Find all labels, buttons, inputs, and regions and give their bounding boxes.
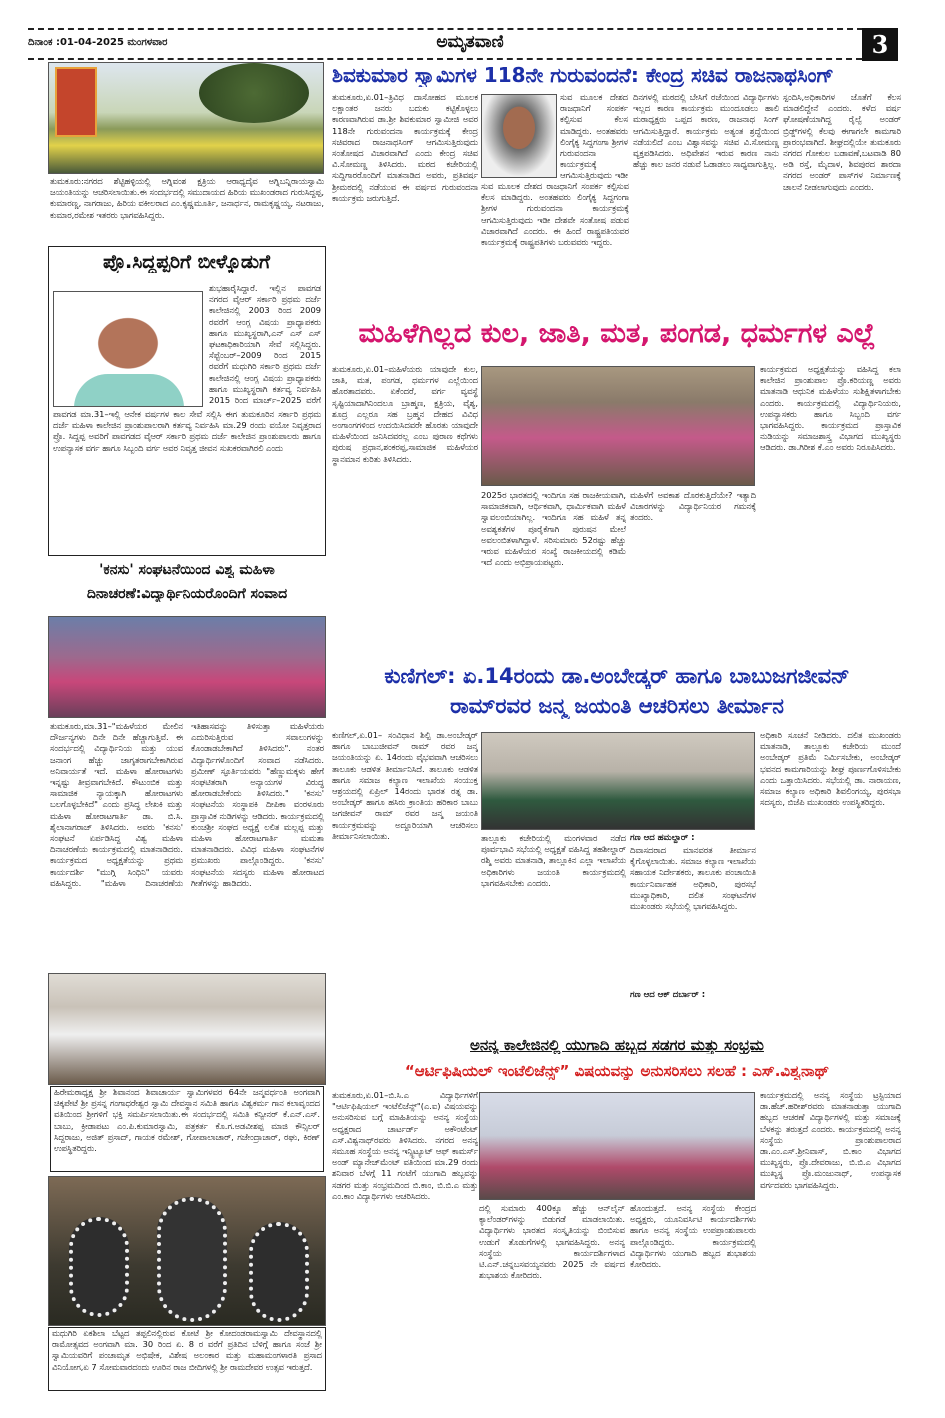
tree-image [199,63,309,123]
article-kunigal-headline-1: ಕುಣಿಗಲ್: ಏ.14ರಂದು ಡಾ.ಅಂಬೇಡ್ಕರ್ ಹಾಗೂ ಬಾಬುಜಗಜೀವನ್ [384,664,850,688]
photo-kunigal-meeting [481,732,755,830]
header-rule-bottom [28,58,862,60]
issue-date: ದಿನಾಂಕ :01-04-2025 ಮಂಗಳವಾರ [28,37,168,48]
article-rajnath-headline: ಶಿವಕುಮಾರ ಸ್ವಾಮಿಗಳ 118ನೇ ಗುರುವಂದನೆ: ಕೇಂದ್ರ ಸಚಿವ ರಾಜನಾಥಸಿಂಗ್ [332,63,834,87]
article-kunigal-subhead-2: ಗಣ ಆದ ಆಕ್ ದರ್ಬಾರ್ : [630,990,706,1000]
article-women-col1: ತುಮಕೂರು,ಏ.01–ಮಹಿಳೆಯರು ಯಾವುದೇ ಕುಲ, ಜಾತಿ, ಮತ, ಪಂಗಡ, ಧರ್ಮಗಳ ಎಲ್ಲೆಯಿಂದ ಹೊರತಾದವರು. ಏಕೆಂದರೆ, ವರ್ಗ ವ್ಯವಸ್ಥೆ ಸೃಷ್ಟಿಯಾದಾಗಿನಿಂದಲೂ ಬ್ರಾಹ್ಮಣ, ಕ್ಷತ್ರಿಯ, ವೈಶ್ಯ, ಶೂದ್ರ ಎಲ್ಲರೂ ಸಹ ಬ್ರಹ್ಮನ ದೇಹದ ವಿವಿಧ ಅಂಗಾಂಗಗಳಿಂದ ಉದಯಿಸಿದವರೇ ಹೊರತು ಯಾವುದೇ ಮಹಿಳೆಯಿಂದ ಜನಿಸಿದವರಲ್ಲ ಎಂಬ ಪುರಾಣ ಕಥೆಗಳು ಪುರುಷ ಪ್ರಧಾನ,ಶಂಕರಪ್ಪ,ಸಾಮಾಜಿಕ ಮಹಿಳೆಯರ ಸ್ಥಾನಮಾನ ಕುರಿತು ತಿಳಿಸಿದರು. [332,364,478,464]
siddappa-body: ಶುಭಹಾರೈಸಿದ್ದಾರೆ. ಇಲ್ಲಿನ ಪಾವಗಡ ನಗರದ ವೈಆರ್ ಸರ್ಕಾರಿ ಪ್ರಥಮ ದರ್ಜೆ ಕಾಲೇಜಿನಲ್ಲಿ 2003 ರಿಂದ 2009 ರವರೆಗೆ ಆಂಗ್ಲ ವಿಷಯ ಪ್ರಾಧ್ಯಾಪಕರು ಹಾಗೂ ಮುಖ್ಯಸ್ಥರಾಗಿ,ಎನ್ ಎಸ್ ಎಸ್ ಘಟಕಾಧಿಕಾರಿಯಾಗಿ ಸೇವೆ ಸಲ್ಲಿಸಿದ್ದರು. ಸೆಪ್ಟೆಂಬರ್–2009 ರಿಂದ 2015 ರವರೆಗೆ ಮಧುಗಿರಿ ಸರ್ಕಾರಿ ಪ್ರಥಮ ದರ್ಜೆ ಕಾಲೇಜಿನಲ್ಲಿ ಆಂಗ್ಲ ವಿಷಯ ಪ್ರಾಧ್ಯಾಪಕರು ಹಾಗೂ ಮುಖ್ಯಸ್ಥರಾಗಿ ಕರ್ತವ್ಯ ನಿರ್ವಹಿಸಿ 2015 ರಿಂದ ಮಾರ್ಚ್–2025 ವರೆಗೆ [209,283,321,406]
article-women-col4: ಕಾರ್ಯಕ್ರಮದ ಅಧ್ಯಕ್ಷತೆಯನ್ನು ವಹಿಸಿದ್ದ ಕಲಾ ಕಾಲೇಜಿನ ಪ್ರಾಂಶುಪಾಲ ಪ್ರೊ.ಕರಿಯಣ್ಣ ಅವರು ಮಾತನಾಡಿ ಆಧುನಿಕ ಮಹಿಳೆಯು ಸುಶಿಕ್ಷಿತಳಾಗಬೇಕು ಎಂದರು. ಕಾರ್ಯಕ್ರಮದಲ್ಲಿ ವಿದ್ಯಾರ್ಥಿನಿಯರು, ಉಪನ್ಯಾಸಕರು ಹಾಗೂ ಸಿಬ್ಬಂದಿ ವರ್ಗ ಭಾಗವಹಿಸಿದ್ದರು. ಕಾರ್ಯಕ್ರಮದ ಪ್ರಾಸ್ತಾವಿಕ ನುಡಿಯನ್ನು ಸಮಾಜಶಾಸ್ತ್ರ ವಿಭಾಗದ ಮುಖ್ಯಸ್ಥರು ಆಡಿದರು. ಡಾ.ಗಿರೀಶ ಕೆ.ಎಂ ಅವರು ನಿರೂಪಿಸಿದರು. [760,364,901,453]
photo-caption-temple: ಮಧುಗಿರಿ ಏಕಶಿಲಾ ಬೆಟ್ಟದ ತಪ್ಪಲಿನಲ್ಲಿರುವ ಕೋಟೆ ಶ್ರೀ ಕೋದಂಡರಾಮಸ್ವಾಮಿ ದೇವಸ್ಥಾನದಲ್ಲಿ ರಾಮೋತ್ಸವದ ಅಂಗವಾಗಿ ಮಾ. 30 ರಿಂದ ಏ. 8 ರ ವರೆಗೆ ಪ್ರತಿದಿನ ಬೆಳಿಗ್ಗೆ ಹಾಗೂ ಸಂಜೆ ಶ್ರೀ ಸ್ವಾಮಿಯವರಿಗೆ ಪಂಚಾಮೃತ ಅಭಿಷೇಕ, ವಿಶೇಷ ಅಲಂಕಾರ ಮತ್ತು ಮಹಾಮಂಗಳಾರತಿ ಪ್ರಸಾದ ವಿನಿಯೋಗ,ಏ 7 ಸೋಮವಾರದಂದು ಊರಿನ ರಾಜ ಬೀದಿಗಳಲ್ಲಿ ಶ್ರೀ ರಾಮದೇವರ ಉತ್ಸವ ಇರುತ್ತದೆ. [48,1327,326,1391]
article-women-col2: 2025ರ ಭಾರತದಲ್ಲಿ ಇಂದಿಗೂ ಸಹ ರಾಜಕೀಯವಾಗಿ, ಸಾಮಾಜಿಕವಾಗಿ, ಆರ್ಥಿಕವಾಗಿ, ಧಾರ್ಮಿಕವಾಗಿ ಮಹಿಳೆ ಸ್ವಾವಲಂಬಿಯಾಗಿಲ್ಲ. ಇಂದಿಗೂ ಸಹ ಮಹಿಳೆ ತನ್ನ ಅವಶ್ಯಕತೆಗಳ ಪೂರೈಕೆಗಾಗಿ ಪುರುಷನ ಮೇಲೆ ಅವಲಂಬಿತಳಾಗಿದ್ದಾಳೆ. ಸರಿಸುಮಾರು 52ರಷ್ಟು ಹೆಚ್ಚು ಇರುವ ಮಹಿಳೆಯರ ಸಂಖ್ಯೆ ರಾಜಕೀಯದಲ್ಲಿ ಕಡಿಮೆ ಇದೆ ಎಂದು ಅಭಿಪ್ರಾಯಪಟ್ಟರು. [481,490,626,568]
article-women-col3: ಮಹಿಳೆಗೆ ಅವಕಾಶ ದೊರಕುತ್ತಿದೆಯೇ? ಇತ್ಯಾದಿ ವಿಚಾರಗಳನ್ನು ವಿದ್ಯಾರ್ಥಿನಿಯರ ಗಮನಕ್ಕೆ ತಂದರು. [630,490,756,523]
masthead: ಅಮೃತವಾಣಿ [436,32,504,52]
siddappa-body-lower: ಪಾವಗಡ ಮಾ.31–ಇಲ್ಲಿ ಆನೇಕ ವರ್ಷಗಳ ಕಾಲ ಸೇವೆ ಸಲ್ಲಿಸಿ ಈಗ ತುಮಕೂರಿನ ಸರ್ಕಾರಿ ಪ್ರಥಮ ದರ್ಜೆ ಮಹಿಳಾ ಕಾಲೇಜಿನ ಪ್ರಾಂಶುಪಾಲರಾಗಿ ಕರ್ತವ್ಯ ನಿರ್ವಹಿಸಿ ಮಾ.29 ರಂದು ವಯೋ ನಿವೃತ್ತರಾದ ಪ್ರೊ. ಸಿದ್ದಪ್ಪ ಅವರಿಗೆ ಪಾವಗಡದ ವೈಆರ್ ಸರ್ಕಾರಿ ಪ್ರಥಮ ದರ್ಜೆ ಕಾಲೇಜಿನ ಪ್ರಾಂಶುಪಾಲರು ಹಾಗೂ ಉಪನ್ಯಾಸಕ ವರ್ಗ ಹಾಗೂ ಸಿಬ್ಬಂದಿ ವರ್ಗ ಅವರ ನಿವೃತ್ತ ಜೀವನ ಸುಖಕರವಾಗಿರಲಿ ಎಂದು [53,409,321,453]
photo-swamiji-felicitation [48,973,326,1085]
shirt-image [74,374,184,407]
deity-image [249,1222,309,1322]
article-ai-col3: ಹೊಂದುತ್ತದೆ. ಅನನ್ಯ ಸಂಸ್ಥೆಯ ಕೇಂದ್ರದ ಅಧ್ಯಕ್ಷರು, ಯೂನಿವರ್ಸಿಟಿ ಕಾರ್ಯದರ್ಶಿಗಳು ಹಾಗೂ ಅನನ್ಯ ಸಂಸ್ಥೆಯ ಉಪಪ್ರಾಂಶುಪಾಲರು ಪಾಲ್ಗೊಂಡಿದ್ದರು. ಕಾರ್ಯಕ್ರಮದಲ್ಲಿ ವಿದ್ಯಾರ್ಥಿಗಳು ಯುಗಾದಿ ಹಬ್ಬದ ಶುಭಾಶಯ ಕೋರಿದರು. [630,1203,756,1270]
article-kunigal-subhead-1: ಗಣ ಆದ ಹಮಲ್ದಾರ್ : [630,833,695,843]
siddappa-headline: ಪ್ರೊ.ಸಿದ್ದಪ್ಪರಿಗೆ ಬೀಳ್ಕೊಡುಗೆ [102,251,271,273]
article-kunigal-col4: ಅಧಿಕಾರಿ ಸೂಚನೆ ನೀಡಿದರು. ದಲಿತ ಮುಖಂಡರು ಮಾತನಾಡಿ, ತಾಲ್ಲೂಕು ಕಚೇರಿಯ ಮುಂದೆ ಅಂಬೇಡ್ಕರ್ ಪ್ರತಿಮೆ ನಿರ್ಮಿಸಬೇಕು, ಅಂಬೇಡ್ಕರ್ ಭವನದ ಕಾಮಗಾರಿಯನ್ನು ಶೀಘ್ರ ಪೂರ್ಣಗೊಳಿಸಬೇಕು ಎಂದು ಒತ್ತಾಯಿಸಿದರು. ಸಭೆಯಲ್ಲಿ ಡಾ. ನಾರಾಯಣ, ಸಮಾಜ ಕಲ್ಯಾಣ ಅಧಿಕಾರಿ ಶಿವಲಿಂಗಯ್ಯ, ಪುರಸಭಾ ಸದಸ್ಯರು, ಬಿಜೆಪಿ ಮುಖಂಡರು ಉಪಸ್ಥಿತರಿದ್ದರು. [760,730,901,808]
article-rajnath-col2a: ಸುವ ಮೂಲಕ ದೇಶದ ರಾಜಧಾನಿಗೆ ಸಂಪರ್ಕ ಕಲ್ಪಿಸುವ ಕೆಲಸ ಮಾಡಿದ್ದರು. ಅಂತಹವರು ಲಿಂಗೈಕ್ಯ ಸಿದ್ದಗಂಗಾ ಶ್ರೀಗಳ ಗುರುವಂದನಾ ಕಾರ್ಯಕ್ರಮಕ್ಕೆ ಆಗಮಿಸುತ್ತಿರುವುದು ಇಡೀ [560,92,628,180]
photo-caption-swamiji: ಹಿರೇಮಠಾಧ್ಯಕ್ಷ ಶ್ರೀ ಶಿವಾನಂದ ಶಿವಾಚಾರ್ಯ ಸ್ವಾಮಿಗಳವರ 64ನೇ ಜನ್ಮವರ್ಧಂತಿ ಅಂಗವಾಗಿ ಚಿಕ್ಕಪೇಟೆ ಶ್ರೀ ಪ್ರಸನ್ನ ಗಂಗಾಧರೇಶ್ವರ ಸ್ವಾಮಿ ದೇವಸ್ಥಾನ ಸಮಿತಿ ಹಾಗೂ ವಿಶ್ವಕರ್ಮ ಗಾನ ಕಲಾವೃಂದದ ವತಿಯಿಂದ ಶ್ರೀಗಳಿಗೆ ಭಕ್ತಿ ಸಮರ್ಪಿಸಲಾಯಿತು.ಈ ಸಂದರ್ಭದಲ್ಲಿ ಸಮಿತಿ ಕನ್ವೀನರ್ ಕೆ.ಎನ್.ಎಸ್. ಬಾಬು, ಕ್ರೀಡಾಪಟು ಎಂ.ಪಿ.ಕುಮಾರಸ್ವಾಮಿ, ಪತ್ರಕರ್ತ ಕೊ.ಗ.ಅಡವೀಶಪ್ಪ ಮಾಜಿ ಕೌನ್ಸಿಲರ್ ಸಿದ್ದರಾಜು, ಅಜಿತ್ ಪ್ರಸಾದ್, ಗಾಯಕ ರಮೇಶ್, ಗೋಪಾಲಾಚಾರ್, ಗಜೇಂದ್ರಾಚಾರ್, ರಘು, ಕಿರಣ್ ಉಪಸ್ಥಿತರಿದ್ದರು. [50,1086,324,1172]
photo-ananya-college-ugadi [479,1092,755,1200]
article-rajnath-col4: ಸ್ಪಂದಿಸಿ,ಅಧಿಕಾರಿಗಳ ಜೊತೆಗೆ ಕೆಲಸ ಮಾಡಲಿದ್ದೇನೆ ಎಂದರು. ಕಳೆದ ವರ್ಷ ಘೋಷಣೆಯಾಗಿದ್ದ ರೈಲ್ವೆ ಅಂಡರ್ ಬ್ರಿಡ್ಜ್‌ಗಳಲ್ಲಿ ಕೆಲವು ಈಗಾಗಲೇ ಕಾಮಗಾರಿ ಪ್ರಾರಂಭವಾಗಿದೆ. ಶೀಘ್ರದಲ್ಲಿಯೇ ತುಮಕೂರು ನಗರದ ಗೋಕುಲ ಬಡಾವಣೆ,ಬಟವಾಡಿ 80 ಅಡಿ ರಸ್ತೆ, ಮೈದಾಳ, ಶಿವಪುರದ ಶಾರದಾ ನಗರದ ಅಂಡರ್ ಪಾಸ್‌ಗಳ ನಿರ್ಮಾಣಕ್ಕೆ ಚಾಲನೆ ನೀಡಲಾಗುವುದು ಎಂದರು. [783,92,901,192]
photo-temple-deities [48,1176,326,1326]
article-kunigal-col3: ದಿವಾಸದರಾದ ಮಾನವರತ ತೀರ್ಮಾನ ಕೈಗೊಳ್ಳಲಾಯಿತು. ಸಮಾಜ ಕಲ್ಯಾಣ ಇಲಾಖೆಯ ಸಹಾಯಕ ನಿರ್ದೇಶಕರು, ತಾಲೂಕು ಪಂಚಾಯಿತಿ ಕಾರ್ಯನಿರ್ವಾಹಕ ಅಧಿಕಾರಿ, ಪುರಸಭೆ ಮುಖ್ಯಾಧಿಕಾರಿ, ದಲಿತ ಸಂಘಟನೆಗಳ ಮುಖಂಡರು ಸಭೆಯಲ್ಲಿ ಭಾಗವಹಿಸಿದ್ದರು. [630,845,756,912]
article-ai-col2: ದಲ್ಲಿ ಸುಮಾರು 400ಕ್ಕೂ ಹೆಚ್ಚು ಆನ್‌ಲೈನ್ ಕ್ಯಾಲೆಂಡರ್‌ಗಳನ್ನು ಬಿಡುಗಡೆ ಮಾಡಲಾಯಿತು. ವಿದ್ಯಾರ್ಥಿಗಳು ಭಾರತದ ಸಂಸ್ಕೃತಿಯನ್ನು ಬಿಂಬಿಸುವ ಉಡುಗೆ ತೊಡುಗೆಗಳಲ್ಲಿ ಭಾಗವಹಿಸಿದ್ದರು. ಅನನ್ಯ ಸಂಸ್ಥೆಯ ಕಾರ್ಯದರ್ಶಿಗಳಾದ ಟಿ.ಎನ್.ಚನ್ನಬಸವಯ್ಯನವರು 2025 ನೇ ವರ್ಷದ ಶುಭಾಶಯ ಕೋರಿದರು. [479,1203,625,1281]
article-ai-headline: “ಆರ್ಟಿಫಿಷಿಯಲ್ ಇಂಟೆಲಿಜೆನ್ಸ್” ವಿಷಯವನ್ನು ಅನುಸರಿಸಲು ಸಲಹೆ : ಎಸ್.ವಿಶ್ವನಾಥ್ [404,1062,830,1080]
article-rajnath-col3: ದಿನಗಳಲ್ಲಿ ಮಠದಲ್ಲಿ ಬೇಸಿಗೆ ರಜೆಯಿಂದ ವಿದ್ಯಾರ್ಥಿಗಳು ಇಲ್ಲದ ಕಾರಣ ಕಾರ್ಯಕ್ರಮ ಮುಂದೂಡಲು ಹಾಲಿ ಮಠಾಧ್ಯಕ್ಷರು ಒಪ್ಪದ ಕಾರಣ, ರಾಜನಾಥ ಸಿಂಗ್ ಆಗಮಿಸುತ್ತಿದ್ದಾರೆ. ಕಾರ್ಯಕ್ರಮ ಅತ್ಯಂತ ಶ್ರದ್ಧೆಯಿಂದ ನಡೆಯಲಿದೆ ಎಂಬ ವಿಶ್ವಾಸವನ್ನು ಸಚಿವ ವಿ.ಸೋಮಣ್ಣ ವ್ಯಕ್ತಪಡಿಸಿದರು. ಅಧಿವೇಶನ ಇರುವ ಕಾರಣ ನಾನು ಹೆಚ್ಚು ಕಾಲ ಜನರ ನಡುವೆ ಓಡಾಡಲು ಸಾಧ್ಯವಾಗುತ್ತಿಲ್ಲ. [633,92,779,170]
kanasu-body: ತುಮಕೂರು,ಮಾ.31–"ಮಹಿಳೆಯರ ಮೇಲಿನ ದೌರ್ಜನ್ಯಗಳು ದಿನೇ ದಿನೇ ಹೆಚ್ಚಾಗುತ್ತಿವೆ. ಈ ಸಂದರ್ಭದಲ್ಲಿ ವಿದ್ಯಾರ್ಥಿನಿಯ ಮತ್ತು ಯುವ ಜನಾಂಗ ಹೆಚ್ಚು ಜಾಗೃತರಾಗಬೇಕಾಗಿರುವ ಅನಿವಾರ್ಯತೆ ಇದೆ. ಮಹಿಳಾ ಹೋರಾಟಗಳು ಇನ್ನಷ್ಟು ತೀವ್ರವಾಗಬೇಕಿದೆ. ಕೌಟುಂಬಿಕ ಮತ್ತು ಸಾಮಾಜಿಕ ನ್ಯಾಯಕ್ಕಾಗಿ ಹೋರಾಟಗಳು ಬಲಗೊಳ್ಳಬೇಕಿದೆ" ಎಂದು ಪ್ರಸಿದ್ಧ ಲೇಖಕಿ ಮತ್ತು ಮಹಿಳಾ ಹೋರಾಟಗಾರ್ತಿ ಡಾ. ಬಿ.ಸಿ. ಶೈಲಾನಾಗರಾಜ್ ತಿಳಿಸಿದರು. ಅವರು 'ಕನಸು' ಸಂಘಟನೆ ಏರ್ಪಡಿಸಿದ್ದ ವಿಶ್ವ ಮಹಿಳಾ ದಿನಾಚರಣೆಯ ಕಾರ್ಯಕ್ರಮದಲ್ಲಿ ಮಾತನಾಡಿದರು. ಕಾರ್ಯಕ್ರಮದ ಅಧ್ಯಕ್ಷತೆಯನ್ನು ಪ್ರಥಮ ಕಾರ್ಯದರ್ಶಿ "ಮುಗ್ಗಿ ಸಿಂಧಿನಿ" ಯವರು ವಹಿಸಿದ್ದರು. "ಮಹಿಳಾ ದಿನಾಚರಣೆಯ ಇತಿಹಾಸವನ್ನು ತಿಳಿಸುತ್ತಾ ಮಹಿಳೆಯರು ಎದುರಿಸುತ್ತಿರುವ ಸವಾಲುಗಳನ್ನು ಕೊಂಡಾಡಬೇಕಾಗಿದೆ ತಿಳಿಸಿದರು". ನಂತರ ವಿದ್ಯಾರ್ಥಿಗಳೊಂದಿಗೆ ಸಂವಾದ ನಡೆಸಿದರು. ಪ್ರಮೀಣ್ ಸ್ಫೂರ್ತಿಯವರು "ಹೆಣ್ಣುಮಕ್ಕಳು ಹೇಗೆ ಸಂಘಟಿತರಾಗಿ ಅನ್ಯಾಯಗಳ ವಿರುದ್ಧ ಹೋರಾಡಬೇಕೆಂದು ತಿಳಿಸಿದರು." 'ಕನಸು' ಸಂಘಟನೆಯ ಸಂಸ್ಥಾಪಕಿ ದೀಪಿಕಾ ವಂರಳೂರು ಪ್ರಾಸ್ತಾವಿಕ ನುಡಿಗಳನ್ನು ಆಡಿದರು. ಕಾರ್ಯಕ್ರಮದಲ್ಲಿ ಕುಂಚಶ್ರೀ ಸಂಘದ ಅಧ್ಯಕ್ಷೆ ಲಲಿತ ಮಲ್ಲಪ್ಪ ಮತ್ತು ಮಹಿಳಾ ಹೋರಾಟಗಾರ್ತಿ ಮಮತಾ ಮಾತನಾಡಿದರು. ವಿವಿಧ ಮಹಿಳಾ ಸಂಘಟನೆಗಳ ಪ್ರಮುಖರು ಪಾಲ್ಗೊಂಡಿದ್ದರು. 'ಕನಸು' ಸಂಘಟನೆಯ ಸದಸ್ಯರು ಮಹಿಳಾ ಹೋರಾಟದ ಗೀತೆಗಳನ್ನು ಹಾಡಿದರು. [50,721,324,888]
photo-women-day-event [481,366,755,486]
article-rajnath-col1: ತುಮಕೂರು,ಏ.01–ತ್ರಿವಿಧ ದಾಸೋಹದ ಮೂಲಕ ಲಕ್ಷಾಂತರ ಜನರು ಬದುಕು ಕಟ್ಟಿಕೊಳ್ಳಲು ಕಾರಣವಾಗಿರುವ ಡಾ.ಶ್ರೀ ಶಿವಕುಮಾರ ಸ್ವಾಮೀಜಿ ಅವರ 118ನೇ ಗುರುವಂದನಾ ಕಾರ್ಯಕ್ರಮಕ್ಕೆ ಕೇಂದ್ರ ಸಚಿವರಾದ ರಾಜನಾಥಸಿಂಗ್ ಆಗಮಿಸುತ್ತಿರುವುದು ಸಂತೋಷದ ವಿಚಾರವಾಗಿದೆ ಎಂದು ಕೇಂದ್ರ ಸಚಿವ ವಿ.ಸೋಮಣ್ಣ ತಿಳಿಸಿದರು. ಮಠದ ಕಚೇರಿಯಲ್ಲಿ ಸುದ್ದಿಗಾರರೊಂದಿಗೆ ಮಾತನಾಡಿದ ಅವರು, ಪ್ರತಿವರ್ಷ ಶ್ರೀಮಠದಲ್ಲಿ ನಡೆಯುವ ಈ ವರ್ಷದ ಗುರುವಂದನಾ ಕಾರ್ಯಕ್ರಮ ಜರುಗುತ್ತಿದೆ. [332,92,478,203]
article-ai-col4: ಕಾರ್ಯಕ್ರಮದಲ್ಲಿ ಅನನ್ಯ ಸಂಸ್ಥೆಯ ಟ್ರಸ್ಟಿಯಾದ ಡಾ.ಹೆಚ್.ಹರೀಶ್‌ರವರು ಮಾತನಾಡುತ್ತಾ ಯುಗಾದಿ ಹಬ್ಬದ ಆಚರಣೆ ವಿದ್ಯಾರ್ಥಿಗಳಲ್ಲಿ ಮತ್ತು ಸಮಾಜಕ್ಕೆ ಬೆಳಕನ್ನು ತರುತ್ತದೆ ಎಂದರು. ಕಾರ್ಯಕ್ರಮದಲ್ಲಿ ಅನನ್ಯ ಸಂಸ್ಥೆಯ ಪ್ರಾಂಶುಪಾಲರಾದ ಡಾ.ಎಂ.ಎಸ್.ಶ್ರೀನಿವಾಸ್, ಬಿ.ಕಾಂ ವಿಭಾಗದ ಮುಖ್ಯಸ್ಥರು, ಪ್ರೊ.ದೇವರಾಜು, ಬಿ.ಬಿ.ಎ ವಿಭಾಗದ ಮುಖ್ಯಸ್ಥ ಪ್ರೊ.ಮಂಜುನಾಥ್, ಉಪನ್ಯಾಸಕ ವರ್ಗದವರು ಭಾಗವಹಿಸಿದ್ದರು. [760,1090,901,1190]
article-rajnath-col2b: ಸುವ ಮೂಲಕ ದೇಶದ ರಾಜಧಾನಿಗೆ ಸಂಪರ್ಕ ಕಲ್ಪಿಸುವ ಕೆಲಸ ಮಾಡಿದ್ದರು. ಅಂತಹವರು ಲಿಂಗೈಕ್ಯ ಸಿದ್ದಗಂಗಾ ಶ್ರೀಗಳ ಗುರುವಂದನಾ ಕಾರ್ಯಕ್ರಮಕ್ಕೆ ಆಗಮಿಸುತ್ತಿರುವುದು ಇಡೀ ದೇಶವೇ ಸಂತೋಷ ಪಡುವ ವಿಚಾರವಾಗಿದೆ ಎಂದರು. ಈ ಹಿಂದೆ ರಾಷ್ಟ್ರಪತಿಯವರ ಕಾರ್ಯಕ್ರಮಕ್ಕೆ ರಾಷ್ಟ್ರಪತಿಗಳು ಬರುವವರು ಇದ್ದರು. [481,181,629,248]
photo-kanasu-group [48,616,326,718]
kanasu-headline-2: ದಿನಾಚರಣೆ:ವಿದ್ಯಾರ್ಥಿನಿಯರೊಂದಿಗೆ ಸಂವಾದ [86,586,288,602]
article-women-headline: ಮಹಿಳೆಗಿಲ್ಲದ ಕುಲ, ಜಾತಿ, ಮತ, ಪಂಗಡ, ಧರ್ಮಗಳ ಎಲ್ಲೆ [358,318,876,349]
deity-image [157,1197,227,1322]
photo-prof-siddappa [53,291,203,407]
photo-caption-jayanti: ತುಮಕೂರು:ನಗರದ ಶೆಟ್ಟಿಹಳ್ಳಿಯಲ್ಲಿ ಅಗ್ನಿವಂಶ ಕ್ಷತ್ರಿಯ ಆರಾಧ್ಯದೈವ ಅಗ್ನಿಬನ್ನಿರಾಯಸ್ವಾಮಿ ಜಯಂತಿಯನ್ನು ಆಚರಿಸಲಾಯಿತು.ಈ ಸಂದರ್ಭದಲ್ಲಿ ಸಮುದಾಯದ ಹಿರಿಯ ಮುಖಂಡರಾದ ಗುರುಸಿದ್ದಪ್ಪ, ಕುಮಾರಣ್ಣ, ನಾಗರಾಜು, ಹಿರಿಯ ವಕೀಲರಾದ ಎಂ.ಕೃಷ್ಣಮೂರ್ತಿ, ಜನಾರ್ಧನ, ರಾಮಕೃಷ್ಣಯ್ಯ, ನಟರಾಜು, ಕುಮಾರ,ರಮೇಶ ಇತರರು ಭಾಗವಹಿಸಿದ್ದರು. [50,176,324,220]
photo-jayanti-procession [48,62,324,174]
header-rule-top [28,28,873,30]
photo-minister-somanna [481,94,557,178]
kanasu-headline-1: 'ಕನಸು' ಸಂಘಟನೆಯಿಂದ ವಿಶ್ವ ಮಹಿಳಾ [99,562,275,578]
article-kunigal-col1: ಕುಣಿಗಲ್,ಏ.01– ಸಂವಿಧಾನ ಶಿಲ್ಪಿ ಡಾ.ಅಂಬೇಡ್ಕರ್ ಹಾಗೂ ಬಾಬುಜೀವನ್ ರಾಮ್ ರವರ ಜನ್ಮ ಜಯಂತಿಯನ್ನು ಏ. 14ರಂದು ವೈಭವವಾಗಿ ಆಚರಿಸಲು ತಾಲೂಕು ಆಡಳಿತ ತೀರ್ಮಾನಿಸಿದೆ. ತಾಲೂಕು ಆಡಳಿತ ಹಾಗೂ ಸಮಾಜ ಕಲ್ಯಾಣ ಇಲಾಖೆಯ ಸಂಯುಕ್ತ ಆಶ್ರಯದಲ್ಲಿ ಏಪ್ರಿಲ್ 14ರಂದು ಭಾರತ ರತ್ನ ಡಾ. ಅಂಬೇಡ್ಕರ್ ಹಾಗೂ ಹಸಿರು ಕ್ರಾಂತಿಯ ಹರಿಕಾರ ಬಾಬು ಜಗಜೀವನ್ ರಾಮ್ ರವರ ಜನ್ಮ ಜಯಂತಿ ಕಾರ್ಯಕ್ರಮವನ್ನು ಅದ್ದೂರಿಯಾಗಿ ಆಚರಿಸಲು ತೀರ್ಮಾನಿಸಲಾಯಿತು. [332,730,478,841]
banner-image [55,67,97,137]
deity-image [69,1217,129,1317]
article-ai-col1: ತುಮಕೂರು,ಏ.01–ಬಿ.ಸಿ.ಎ ವಿದ್ಯಾರ್ಥಿಗಳಿಗೆ "ಆರ್ಟಿಫಿಷಿಯಲ್ ಇಂಟೆಲಿಜೆನ್ಸ್"(ಎ.ಐ) ವಿಷಯವನ್ನು ಅನುಸರಿಸುವ ಬಗ್ಗೆ ಮಾಹಿತಿಯನ್ನು ಅನನ್ಯ ಸಂಸ್ಥೆಯ ಅಧ್ಯಕ್ಷರಾದ ಚಾರ್ಟರ್ಡ್ ಅಕೌಂಟೆಂಟ್ ಎಸ್.ವಿಶ್ವನಾಥ್‌ರವರು ತಿಳಿಸಿದರು. ನಗರದ ಅನನ್ಯ ಸಮೂಹ ಸಂಸ್ಥೆಯ ಅನನ್ಯ ಇನ್ಸ್ಟಿಟ್ಯೂಟ್ ಆಫ್ ಕಾಮರ್ಸ್ ಅಂಡ್ ಮ್ಯಾನೇಜ್‌ಮೆಂಟ್ ವತಿಯಿಂದ ಮಾ.29 ರಂದು ಶನಿವಾರ ಬೆಳಗ್ಗೆ 11 ಗಂಟೆಗೆ ಯುಗಾದಿ ಹಬ್ಬವನ್ನು ಸಡಗರ ಮತ್ತು ಸಂಭ್ರಮದಿಂದ ಬಿ.ಕಾಂ, ಬಿ.ಬಿ.ಎ ಮತ್ತು ಎಂ.ಕಾಂ ವಿದ್ಯಾರ್ಥಿಗಳು ಆಚರಿಸಿದರು. [332,1090,478,1201]
article-kunigal-headline-2: ರಾಮ್‌ರವರ ಜನ್ಮ ಜಯಂತಿ ಆಚರಿಸಲು ತೀರ್ಮಾನ [450,694,784,718]
page-number: 3 [862,28,898,61]
siddappa-article [48,246,326,556]
article-kunigal-col2: ತಾಲ್ಲೂಕು ಕಚೇರಿಯಲ್ಲಿ ಮಂಗಳವಾರ ನಡೆದ ಪೂರ್ವಭಾವಿ ಸಭೆಯಲ್ಲಿ ಅಧ್ಯಕ್ಷತೆ ವಹಿಸಿದ್ದ ತಹಶೀಲ್ದಾರ್ ರಶ್ಮಿ ಅವರು ಮಾತನಾಡಿ, ತಾಲ್ಲೂಕಿನ ಎಲ್ಲಾ ಇಲಾಖೆಯ ಅಧಿಕಾರಿಗಳು ಜಯಂತಿ ಕಾರ್ಯಕ್ರಮದಲ್ಲಿ ಭಾಗವಹಿಸಬೇಕು ಎಂದರು. [481,833,626,888]
article-ugadi-headline: ಅನನ್ಯ ಕಾಲೇಜಿನಲ್ಲಿ ಯುಗಾದಿ ಹಬ್ಬದ ಸಡಗರ ಮತ್ತು ಸಂಭ್ರಮ [470,1036,764,1054]
